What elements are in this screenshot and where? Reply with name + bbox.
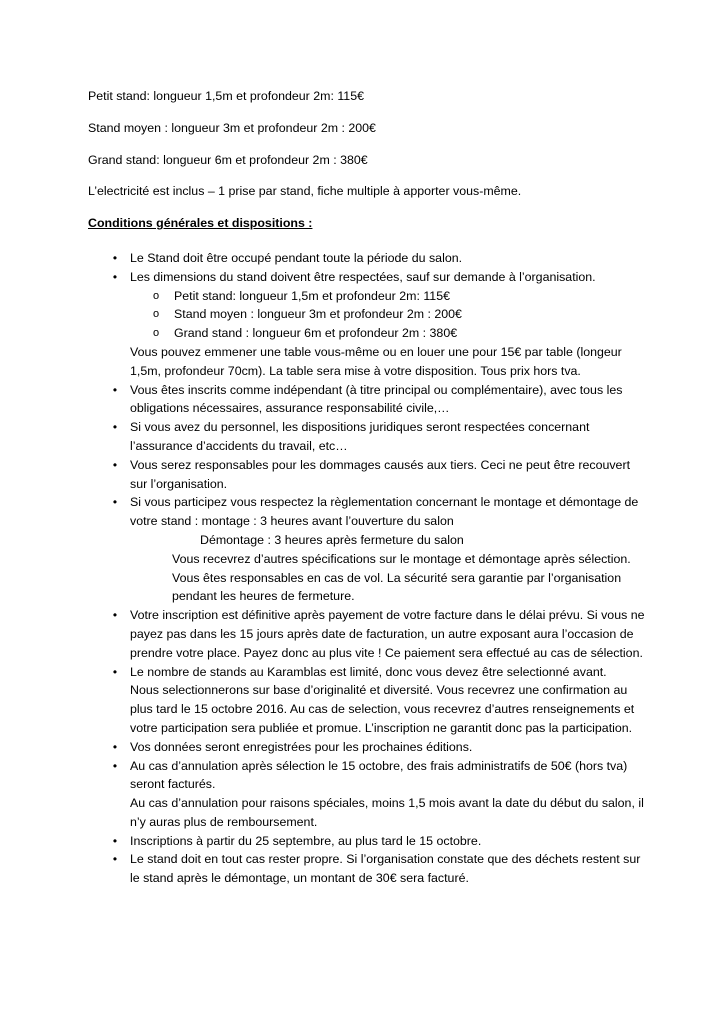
- bullet-icon: •: [112, 833, 118, 848]
- conditions-list: [88, 249, 648, 888]
- list-item: [88, 418, 648, 456]
- item-text: Le nombre de stands au Karamblas est limité, donc vous devez être selectionné avant.: [130, 664, 607, 679]
- list-item: [88, 268, 648, 381]
- bullet-icon: •: [112, 758, 118, 773]
- selection-details: Nous selectionnerons sur base d’originalité et diversité. Vous recevrez une confirmation au plus tard le 15 octobre 2016. Au cas de selection, vous recevrez d’autres renseignements et votre participation sera publiée et promue. L’inscription ne garantit donc pas la participation.: [130, 683, 635, 735]
- list-item: [88, 832, 648, 851]
- demontage-line: Démontage : 3 heures après fermeture du salon: [200, 532, 464, 547]
- bullet-icon: •: [112, 739, 118, 754]
- sublist-item: [130, 305, 648, 324]
- bullet-icon: •: [112, 250, 118, 265]
- price-stand-moyen: Stand moyen : longueur 3m et profondeur 2m : 200€: [88, 120, 376, 135]
- item-text: Le Stand doit être occupé pendant toute la période du salon.: [130, 250, 463, 265]
- circle-bullet-icon: o: [153, 289, 160, 302]
- circle-bullet-icon: o: [153, 308, 160, 321]
- circle-bullet-icon: o: [153, 327, 160, 340]
- list-item: [88, 850, 648, 888]
- list-item: [88, 738, 648, 757]
- item-text: Vous serez responsables pour les dommages causés aux tiers. Ceci ne peut être recouvert sur l’organisation.: [130, 457, 631, 491]
- electricity-note: L’electricité est inclus – 1 prise par stand, fiche multiple à apporter vous-même.: [88, 184, 522, 199]
- list-item: [88, 493, 648, 606]
- bullet-icon: •: [112, 852, 118, 867]
- bullet-icon: •: [112, 420, 118, 435]
- stand-sizes-sublist: [130, 287, 648, 343]
- list-item: [88, 606, 648, 662]
- item-text: Le stand doit en tout cas rester propre. Si l’organisation constate que des déchets restent sur le stand après le démontage, un montant de 30€ sera facturé.: [130, 852, 641, 886]
- montage-specifications: Vous recevrez d’autres spécifications sur le montage et démontage après sélection.: [172, 551, 631, 566]
- bullet-icon: •: [112, 382, 118, 397]
- item-text: Inscriptions à partir du 25 septembre, au plus tard le 15 octobre.: [130, 833, 482, 848]
- bullet-icon: •: [112, 495, 118, 510]
- table-rental-note: Vous pouvez emmener une table vous-même ou en louer une pour 15€ par table (longeur 1,5m, profondeur 70cm). La table sera mise à votre disposition. Tous prix hors tva.: [130, 344, 622, 378]
- item-text: Vos données seront enregistrées pour les prochaines éditions.: [130, 739, 473, 754]
- item-text: Au cas d’annulation après sélection le 15 octobre, des frais administratifs de 50€ (hors tva) seront facturés.: [130, 758, 628, 792]
- item-text: Votre inscription est définitive après payement de votre facture dans le délai prévu. Si vous ne payez pas dans les 15 jours après date de facturation, un autre exposant aura l’occasion de prendre votre place. Payez donc au plus vite ! Ce paiement sera effectué au cas de sélection.: [130, 608, 645, 660]
- price-petit-stand: Petit stand: longueur 1,5m et profondeur 2m: 115€: [88, 89, 364, 103]
- sublist-text: Stand moyen : longueur 3m et profondeur 2m : 200€: [174, 307, 462, 322]
- list-item: [88, 757, 648, 832]
- item-text: Vous êtes inscrits comme indépendant (à titre principal ou complémentaire), avec tous les obligations nécessaires, assurance responsabilité civile,…: [130, 382, 623, 416]
- item-text: Les dimensions du stand doivent être respectées, sauf sur demande à l’organisation.: [130, 269, 596, 284]
- sublist-item: [130, 324, 648, 343]
- conditions-heading: Conditions générales et dispositions :: [88, 216, 313, 231]
- item-text: Si vous participez vous respectez la règlementation concernant le montage et démontage de votre stand : montage : 3 heures avant l’ouverture du salon: [130, 495, 639, 529]
- sublist-text: Petit stand: longueur 1,5m et profondeur 2m: 115€: [174, 288, 450, 303]
- cancellation-note: Au cas d’annulation pour raisons spéciales, moins 1,5 mois avant la date du début du salon, il n’y auras plus de remboursement.: [130, 796, 644, 829]
- document-page: [88, 87, 648, 888]
- bullet-icon: •: [112, 664, 118, 679]
- price-grand-stand: Grand stand: longueur 6m et profondeur 2m : 380€: [88, 152, 368, 167]
- theft-responsibility: Vous êtes responsables en cas de vol. La sécurité sera garantie par l’organisation pendant les heures de fermeture.: [172, 570, 622, 604]
- list-item: [88, 456, 648, 494]
- bullet-icon: •: [112, 269, 118, 284]
- bullet-icon: •: [112, 608, 118, 623]
- bullet-icon: •: [112, 457, 118, 472]
- sublist-item: [130, 287, 648, 306]
- item-text: Si vous avez du personnel, les dispositions juridiques seront respectées concernant l’assurance d’accidents du travail, etc…: [130, 420, 590, 453]
- list-item: [88, 663, 648, 738]
- list-item: [88, 381, 648, 419]
- list-item: [88, 249, 648, 268]
- sublist-text: Grand stand : longueur 6m et profondeur 2m : 380€: [174, 326, 458, 341]
